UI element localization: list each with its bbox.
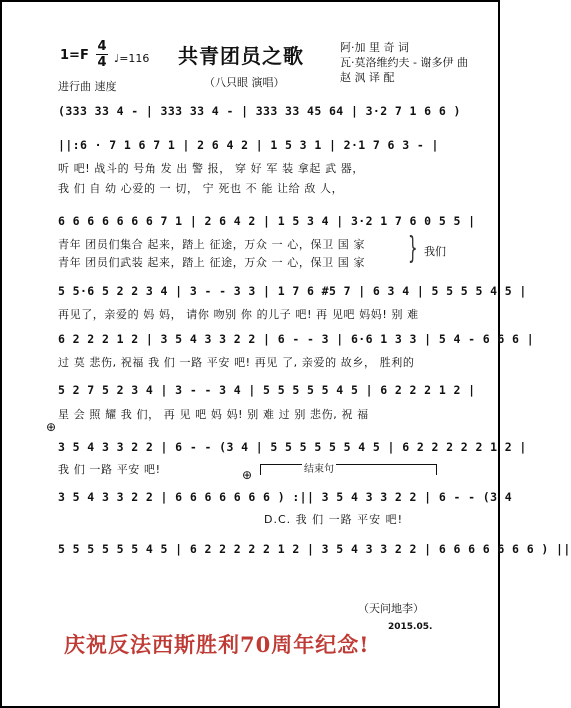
music-line-chorus-d: 5 2 7 5 2 3 4 | 3 - - 3 4 | 5 5 5 5 5 4 5 | 6 2 2 2 1 2 | — [58, 383, 476, 397]
coda-icon: ⊕ — [46, 420, 57, 434]
tempo-marking-bpm: ♩=116 — [114, 52, 150, 65]
brace-lyric: 我们 — [424, 245, 446, 258]
brace-symbol: } — [408, 231, 418, 266]
commemoration-banner: 庆祝反法西斯胜利70周年纪念! — [64, 632, 370, 657]
time-signature-top: 4 — [97, 39, 107, 54]
music-line-chorus-b: 5 5·6 5 2 2 3 4 | 3 - - 3 3 | 1 7 6 #5 7 | 6 3 4 | 5 5 5 5 4 5 | — [58, 284, 527, 298]
song-subtitle: （八只眼 演唱） — [204, 76, 285, 89]
ending-label: 结束句 — [302, 460, 336, 475]
credit-translator: 赵 沨 译 配 — [340, 71, 395, 84]
date: 2015.05. — [388, 622, 433, 632]
coda-icon-ending: ⊕ — [242, 468, 253, 482]
music-line-chorus-a: 6 6 6 6 6 6 6 7 1 | 2 6 4 2 | 1 5 3 4 | 3·2 1 7 6 0 5 5 | — [58, 214, 476, 228]
lyric-line-chorus-a2: 青年 团员们武装 起来，踏上 征途，万众 一 心，保卫 国 家 — [58, 256, 366, 269]
music-line-ending-a: 3 5 4 3 3 2 2 | 6 6 6 6 6 6 6 ) :|| 3 5 4 3 3 2 2 | 6 - - (3 4 — [58, 490, 513, 504]
music-line-chorus-c: 6 2 2 2 1 2 | 3 5 4 3 3 2 2 | 6 - - 3 | 6·6 1 3 3 | 5 4 - 6 6 6 | — [58, 332, 535, 346]
lyric-line-chorus-c: 过 莫 悲伤, 祝福 我 们 一路 平安 吧! 再见 了, 亲爱的 故乡， 胜利的 — [58, 356, 415, 369]
lyric-line-chorus-b: 再见了，亲爱的 妈 妈， 请你 吻别 你 的儿子 吧! 再 见吧 妈妈! 别 难 — [58, 308, 419, 321]
tempo-marking-text: 进行曲 速度 — [58, 80, 117, 93]
credits — [340, 40, 468, 85]
music-line-intro: (333 33 4 - | 333 33 4 - | 333 33 45 64 | 3·2 7 1 6 6 ) — [58, 104, 461, 118]
key-signature: 1=F — [60, 48, 89, 63]
song-title: 共青团员之歌 — [178, 44, 304, 68]
music-line-chorus-e: 3 5 4 3 3 2 2 | 6 - - (3 4 | 5 5 5 5 5 5 4 5 | 6 2 2 2 2 2 1 2 | — [58, 440, 527, 454]
lyric-line-verse2: 我 们 自 幼 心爱的 一 切， 宁 死也 不 能 让给 敌 人， — [58, 182, 344, 195]
time-signature-bottom: 4 — [97, 55, 107, 70]
ending-bracket — [260, 464, 437, 475]
dc-lyric: D.C. 我 们 一路 平安 吧! — [264, 513, 404, 526]
lyric-line-chorus-a1: 青年 团员们集合 起来，踏上 征途，万众 一 心，保卫 国 家 — [58, 238, 366, 251]
lyric-line-verse1: 听 吧! 战斗的 号角 发 出 警 报， 穿 好 军 装 拿起 武 器， — [58, 162, 364, 175]
credit-composer: 瓦·莫洛维约夫 - 谢多伊 曲 — [340, 56, 468, 69]
music-line-ending-b: 5 5 5 5 5 5 4 5 | 6 2 2 2 2 2 1 2 | 3 5 4 3 3 2 2 | 6 6 6 6 6 6 6 ) || — [58, 542, 571, 556]
lyric-line-chorus-e: 我 们 一路 平安 吧! — [58, 463, 161, 476]
lyric-line-chorus-d: 星 会 照 耀 我 们， 再 见 吧 妈 妈! 别 难 过 别 悲伤, 祝 福 — [58, 408, 369, 421]
music-line-verse: ||:6 · 7 1 6 7 1 | 2 6 4 2 | 1 5 3 1 | 2·1 7 6 3 - | — [58, 138, 439, 152]
credit-lyricist: 阿·加 里 奇 词 — [340, 41, 409, 54]
time-signature — [95, 40, 109, 69]
signature: （天问地李） — [358, 602, 424, 615]
